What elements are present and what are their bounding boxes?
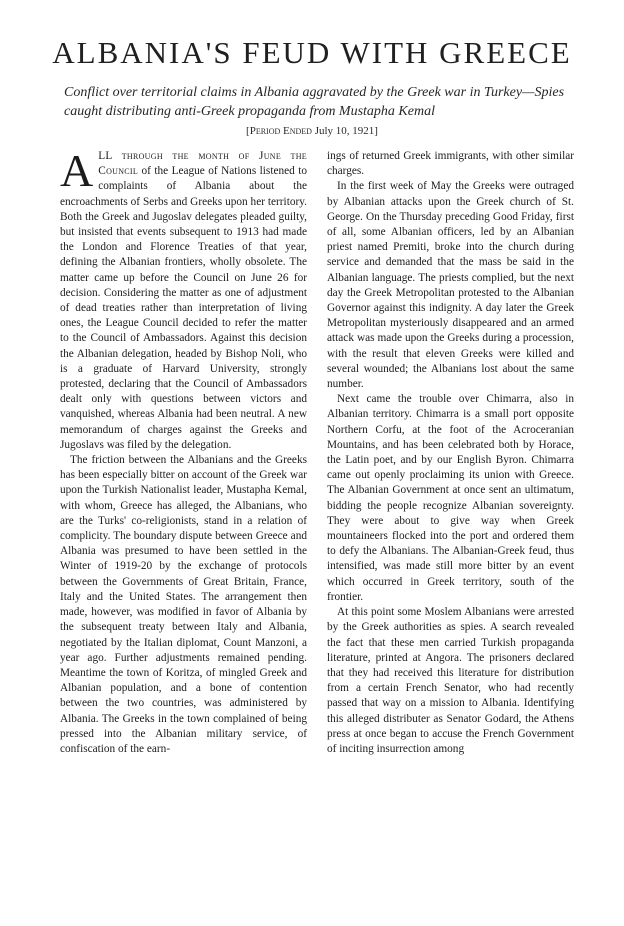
article-column-right bbox=[327, 149, 574, 757]
dateline-close-bracket: ] bbox=[374, 125, 378, 137]
article-paragraph: ings of returned Greek immigrants, with other similar charges. bbox=[327, 150, 574, 178]
drop-cap: A bbox=[60, 145, 94, 196]
article-paragraph: At this point some Moslem Albanians were arrested by the Greek authorities as spies. A search revealed the fact that these men carried Turkish propaganda literature, printed at Angora. The prisoners declared that they had received this literature for distribution from a certain French Senator, who had recently passed that way on a mission to Albania. Identifying this alleged distributer as Senator Godard, the Athens press at once began to accuse the French Government of inciting insurrection among bbox=[327, 606, 574, 755]
dateline-open-bracket: [ bbox=[246, 125, 250, 137]
article-paragraph bbox=[60, 145, 307, 453]
article-paragraph: The friction between the Albanians and the Greeks has been especially bitter on account of the Greek war upon the Turkish Nationalist leader, Mustapha Kemal, with whom, Greece has alleged, the Albanians, who are the Turks' co-religionists, stand in a relation of complicity. The boundary dispute between Greece and Albania was presumed to have been settled in the Winter of 1919-20 by the exchange of protocols between the Governments of Great Britain, France, Italy and the United States. The arrangement then made, however, was modified in favor of Albania by the subsequent treaty between Italy and Albania, negotiated by the Italian diplomat, Count Manzoni, a year ago. Further adjustments remained pending. Meantime the town of Koritza, of mingled Greek and Albanian population, and a bone of contention between the two countries, was administered by Albania. The Greeks in the town complained of being pressed into the Albanian military service, of confiscation of the earn- bbox=[60, 454, 307, 755]
dateline-label: Period Ended bbox=[249, 125, 312, 137]
lead-in: LL through the month of June the Council bbox=[98, 150, 307, 178]
article-paragraph: In the first week of May the Greeks were outraged by Albanian attacks upon the Greek church of St. George. On the Thursday preceding Good Friday, first of all, some Albanian officers, led by an Albanian priest named Premiti, broke into the church during service and demanded that the mass be said in the Albanian language. The priests complied, but the next day the Greek Metropolitan protested to the Albanian Governor against this indignity. A day later the Greek Metropolitan mysteriously disappeared and an armed attack was made upon the Greeks during a procession, with the result that eleven Greeks were killed and several wounded; the Albanians lost about the same number. bbox=[327, 180, 574, 391]
dateline bbox=[0, 124, 624, 138]
paragraph-text: of the League of Nations listened to complaints of Albania about the encroachments of Serbs and Greeks upon her territory. Both the Greek and Jugoslav delegates pleaded guilty, but insisted that events subsequent to 1913 had made the London and Florence Treaties of that year, defining the Albanian frontiers, wholly obsolete. The matter came up before the Council on June 26 for decision. Considering the matter as one of adjustment of dead treaties rather than interpretation of living ones, the League Council decided to refer the matter to the Council of Ambassadors. Against this decision the Albanian delegation, headed by Bishop Noli, who is a graduate of Harvard University, strongly protested, declaring that the Council of Ambassadors dealt only with questions between victors and vanquished, whereas Albania had been neutral. A new memorandum of charges against the Greeks and Jugoslavs was filed by the delegation. bbox=[60, 165, 307, 451]
article-column-left bbox=[60, 145, 307, 757]
subhead: Conflict over territorial claims in Albania aggravated by the Greek war in Turkey—Spies caught distributing anti-Greek propaganda from Mustapha Kemal bbox=[64, 85, 565, 119]
dateline-date: July 10, 1921 bbox=[314, 125, 375, 137]
article-paragraph: Next came the trouble over Chimarra, also in Albanian territory. Chimarra is a small port opposite Northern Corfu, at the foot of the Acroceranian Mountains, and has been celebrated both by Horace, the Latin poet, and by our English Byron. Chimarra came out openly proclaiming its union with Greece. The Albanian Government at once sent an ultimatum, bidding the people recognize Albanian sovereignty. They were about to give way when Greek mountaineers flocked into the port and ordered them to defy the Albanians. The Albanian-Greek feud, thus intensified, was made still more bitter by an event which occurred in Greek territory, south of the frontier. bbox=[327, 393, 574, 603]
headline: ALBANIA'S FEUD WITH GREECE bbox=[52, 35, 572, 70]
